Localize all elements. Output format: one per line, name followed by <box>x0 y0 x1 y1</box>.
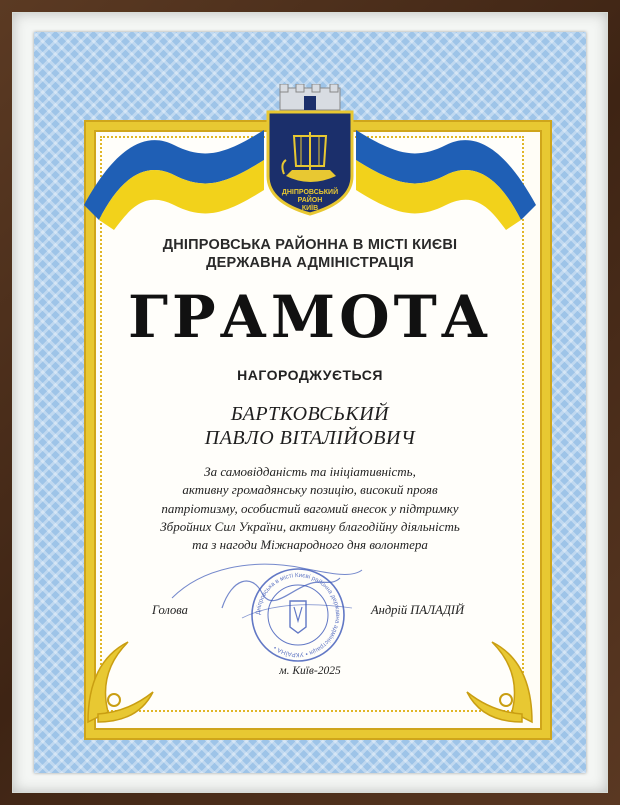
reason-line: За самовідданість та ініціативність, <box>204 464 416 479</box>
corner-ornament-bottom-right <box>462 622 542 732</box>
reason-line: активну громадянську позицію, високий прояв <box>182 482 438 498</box>
flag-ribbon-left <box>74 110 274 230</box>
place-and-year: м. Київ-2025 <box>279 665 341 677</box>
organization-line-1: ДНІПРОВСЬКА РАЙОННА В МІСТІ КИЄВІ <box>162 237 458 253</box>
award-reason <box>0 463 620 554</box>
official-stamp <box>248 565 348 665</box>
reason-line: патріотизму, особистий вагомий внесок у підтримку <box>161 500 459 516</box>
emblem-label-line3: КИЇВ <box>301 205 319 212</box>
corner-ornament-bottom-left <box>78 622 158 732</box>
recipient-surname: БАРТКОВСЬКИЙ <box>230 403 390 425</box>
organization-line-2: ДЕРЖАВНА АДМІНІСТРАЦІЯ <box>206 255 414 271</box>
signer-name: Андрій ПАЛАДІЙ <box>371 603 465 617</box>
recipient-name <box>0 402 620 450</box>
emblem-label-line2: РАЙОН <box>297 197 323 204</box>
reason-line: та з нагоди Міжнародного дня волонтера <box>192 537 428 553</box>
awarded-label: НАГОРОДЖУЄТЬСЯ <box>237 367 383 383</box>
recipient-given-names: ПАВЛО ВІТАЛІЙОВИЧ <box>204 427 416 449</box>
emblem-label-line1: ДНІПРОВСЬКИЙ <box>281 189 339 196</box>
certificate-title: ГРАМОТА <box>127 283 493 351</box>
organization-name <box>0 236 620 272</box>
district-coat-of-arms <box>260 84 360 234</box>
flag-ribbon-right <box>346 110 546 230</box>
stamp-ring-text: Дніпровська в місті Києві районна державна адміністрація • УКРАЇНА • <box>254 571 342 659</box>
signer-title: Голова <box>152 603 188 617</box>
reason-line: Збройних Сил України, активну благодійну діяльність <box>160 518 460 534</box>
